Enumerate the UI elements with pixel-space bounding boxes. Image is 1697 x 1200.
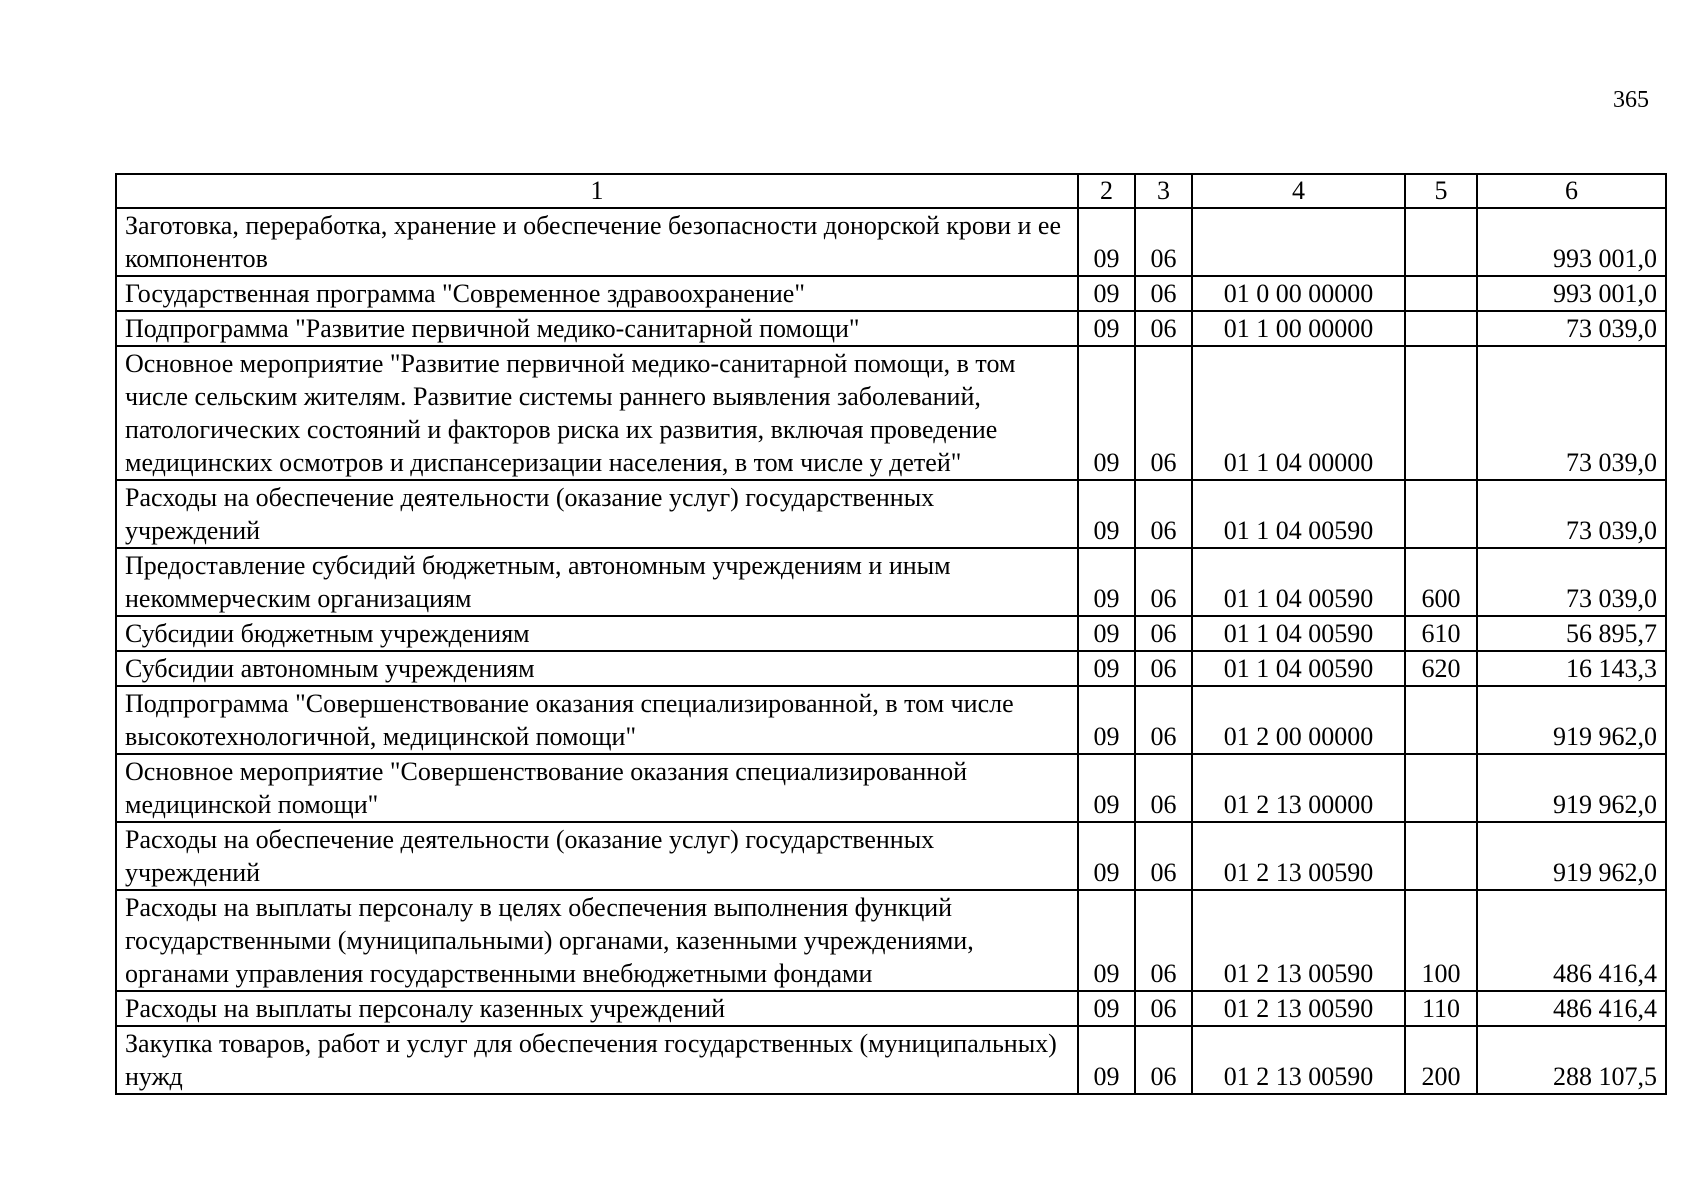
cell-target-code: 01 2 13 00000 <box>1192 754 1405 822</box>
cell-name: Расходы на выплаты персоналу казенных учреждений <box>116 991 1078 1026</box>
cell-name: Закупка товаров, работ и услуг для обеспечения государственных (муниципальных) нужд <box>116 1026 1078 1094</box>
cell-section: 09 <box>1078 208 1135 276</box>
cell-name: Расходы на обеспечение деятельности (оказание услуг) государственных учреждений <box>116 822 1078 890</box>
cell-expense-type <box>1405 276 1477 311</box>
cell-amount: 73 039,0 <box>1477 346 1666 480</box>
cell-subsection: 06 <box>1135 754 1192 822</box>
header-cell-name: 1 <box>116 174 1078 208</box>
table-row <box>116 276 1666 311</box>
cell-section: 09 <box>1078 276 1135 311</box>
table-row <box>116 480 1666 548</box>
cell-subsection: 06 <box>1135 346 1192 480</box>
cell-name: Субсидии автономным учреждениям <box>116 651 1078 686</box>
cell-amount: 288 107,5 <box>1477 1026 1666 1094</box>
cell-target-code: 01 2 13 00590 <box>1192 822 1405 890</box>
cell-subsection: 06 <box>1135 208 1192 276</box>
table-row <box>116 1026 1666 1094</box>
cell-expense-type: 200 <box>1405 1026 1477 1094</box>
cell-target-code: 01 0 00 00000 <box>1192 276 1405 311</box>
cell-section: 09 <box>1078 822 1135 890</box>
cell-expense-type: 620 <box>1405 651 1477 686</box>
cell-subsection: 06 <box>1135 548 1192 616</box>
cell-target-code: 01 2 13 00590 <box>1192 1026 1405 1094</box>
cell-section: 09 <box>1078 651 1135 686</box>
cell-name: Подпрограмма "Совершенствование оказания специализированной, в том числе высокотехнологичной, медицинской помощи" <box>116 686 1078 754</box>
header-cell-subsection: 3 <box>1135 174 1192 208</box>
cell-expense-type <box>1405 346 1477 480</box>
cell-name: Основное мероприятие "Развитие первичной медико-санитарной помощи, в том числе сельским жителям. Развитие системы раннего выявления заболеваний, патологических состояний и факторов риска их развития, включая проведение медицинских осмотров и диспансеризации населения, в том числе у детей" <box>116 346 1078 480</box>
cell-amount: 16 143,3 <box>1477 651 1666 686</box>
cell-amount: 73 039,0 <box>1477 311 1666 346</box>
cell-section: 09 <box>1078 311 1135 346</box>
cell-section: 09 <box>1078 548 1135 616</box>
cell-target-code: 01 1 04 00590 <box>1192 616 1405 651</box>
cell-section: 09 <box>1078 890 1135 991</box>
cell-expense-type: 110 <box>1405 991 1477 1026</box>
cell-amount: 486 416,4 <box>1477 890 1666 991</box>
cell-subsection: 06 <box>1135 616 1192 651</box>
cell-section: 09 <box>1078 686 1135 754</box>
table-row <box>116 616 1666 651</box>
cell-subsection: 06 <box>1135 991 1192 1026</box>
cell-amount: 73 039,0 <box>1477 480 1666 548</box>
cell-section: 09 <box>1078 991 1135 1026</box>
cell-section: 09 <box>1078 346 1135 480</box>
cell-name: Государственная программа "Современное здравоохранение" <box>116 276 1078 311</box>
page-number: 365 <box>1613 87 1649 113</box>
cell-section: 09 <box>1078 754 1135 822</box>
cell-subsection: 06 <box>1135 276 1192 311</box>
cell-amount: 56 895,7 <box>1477 616 1666 651</box>
budget-table <box>115 173 1667 1095</box>
cell-name: Основное мероприятие "Совершенствование оказания специализированной медицинской помощи" <box>116 754 1078 822</box>
cell-expense-type <box>1405 686 1477 754</box>
table-row <box>116 686 1666 754</box>
table-row <box>116 548 1666 616</box>
cell-target-code: 01 1 04 00000 <box>1192 346 1405 480</box>
table-row <box>116 651 1666 686</box>
cell-target-code: 01 1 00 00000 <box>1192 311 1405 346</box>
cell-expense-type <box>1405 822 1477 890</box>
cell-expense-type: 600 <box>1405 548 1477 616</box>
cell-expense-type: 610 <box>1405 616 1477 651</box>
header-cell-section: 2 <box>1078 174 1135 208</box>
cell-amount: 993 001,0 <box>1477 276 1666 311</box>
table-row <box>116 822 1666 890</box>
cell-amount: 486 416,4 <box>1477 991 1666 1026</box>
cell-name: Предоставление субсидий бюджетным, автономным учреждениям и иным некоммерческим организациям <box>116 548 1078 616</box>
cell-name: Расходы на выплаты персоналу в целях обеспечения выполнения функций государственными (муниципальными) органами, казенными учреждениями, органами управления государственными внебюджетными фондами <box>116 890 1078 991</box>
cell-expense-type <box>1405 311 1477 346</box>
table-row <box>116 890 1666 991</box>
header-cell-target: 4 <box>1192 174 1405 208</box>
cell-amount: 919 962,0 <box>1477 822 1666 890</box>
cell-section: 09 <box>1078 1026 1135 1094</box>
cell-name: Расходы на обеспечение деятельности (оказание услуг) государственных учреждений <box>116 480 1078 548</box>
cell-section: 09 <box>1078 616 1135 651</box>
header-cell-amount: 6 <box>1477 174 1666 208</box>
table-row <box>116 346 1666 480</box>
cell-expense-type: 100 <box>1405 890 1477 991</box>
cell-subsection: 06 <box>1135 890 1192 991</box>
cell-target-code: 01 1 04 00590 <box>1192 480 1405 548</box>
cell-section: 09 <box>1078 480 1135 548</box>
cell-amount: 919 962,0 <box>1477 754 1666 822</box>
table-row <box>116 311 1666 346</box>
cell-subsection: 06 <box>1135 480 1192 548</box>
cell-subsection: 06 <box>1135 1026 1192 1094</box>
cell-target-code: 01 2 00 00000 <box>1192 686 1405 754</box>
cell-target-code: 01 2 13 00590 <box>1192 890 1405 991</box>
cell-amount: 919 962,0 <box>1477 686 1666 754</box>
cell-target-code: 01 2 13 00590 <box>1192 991 1405 1026</box>
cell-target-code: 01 1 04 00590 <box>1192 548 1405 616</box>
cell-subsection: 06 <box>1135 311 1192 346</box>
table-row <box>116 991 1666 1026</box>
cell-subsection: 06 <box>1135 822 1192 890</box>
table-row <box>116 754 1666 822</box>
cell-name: Заготовка, переработка, хранение и обеспечение безопасности донорской крови и ее компонентов <box>116 208 1078 276</box>
table-header-row <box>116 174 1666 208</box>
cell-expense-type <box>1405 480 1477 548</box>
cell-amount: 993 001,0 <box>1477 208 1666 276</box>
cell-expense-type <box>1405 754 1477 822</box>
cell-subsection: 06 <box>1135 651 1192 686</box>
cell-name: Субсидии бюджетным учреждениям <box>116 616 1078 651</box>
cell-expense-type <box>1405 208 1477 276</box>
cell-subsection: 06 <box>1135 686 1192 754</box>
cell-target-code <box>1192 208 1405 276</box>
cell-name: Подпрограмма "Развитие первичной медико-санитарной помощи" <box>116 311 1078 346</box>
header-cell-expense: 5 <box>1405 174 1477 208</box>
cell-amount: 73 039,0 <box>1477 548 1666 616</box>
cell-target-code: 01 1 04 00590 <box>1192 651 1405 686</box>
table-row <box>116 208 1666 276</box>
